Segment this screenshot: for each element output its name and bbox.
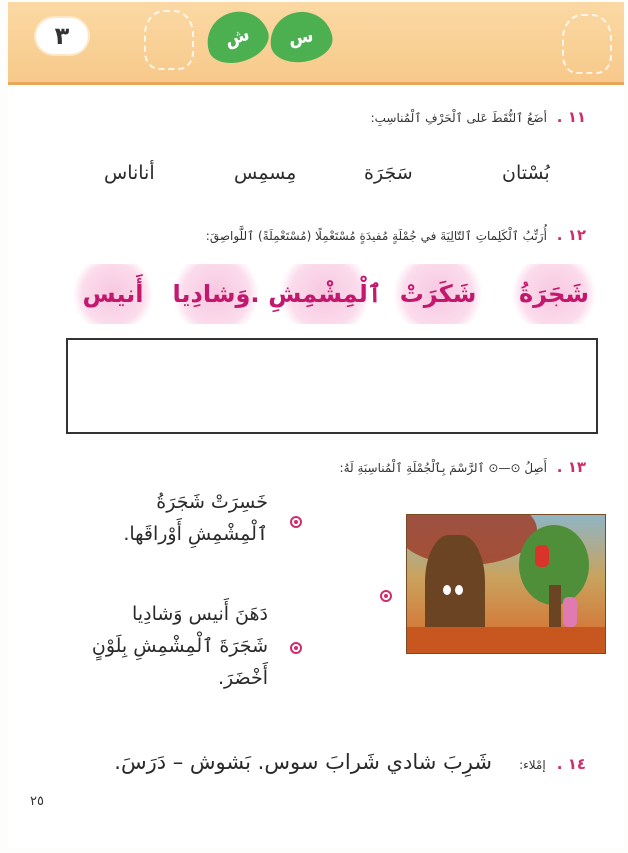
exercise-11-words <box>8 162 624 192</box>
exercise-14: ١٤ . إمْلاء: شَرِبَ شادي شَرابَ سوس. بَشوش – دَرَسَ. <box>114 750 586 774</box>
word-item[interactable]: مِسمِس <box>234 162 297 184</box>
page-number: ٢٥ <box>30 794 44 809</box>
match-dot-sentence-2[interactable] <box>290 642 302 654</box>
word-bubble[interactable]: شَكَرَتْ <box>384 264 492 324</box>
word-item[interactable]: بُسْتان <box>502 162 550 184</box>
workbook-page <box>8 2 624 848</box>
sentence-answer-box[interactable] <box>66 338 598 434</box>
word-item[interactable]: سَجَرَة <box>364 162 413 184</box>
word-bubble[interactable]: ٱلْمِشْمِشِ <box>270 264 380 324</box>
match-dot-sentence-1[interactable] <box>290 516 302 528</box>
exercise-13-title: ١٣ . أَصِلُ ⊙—⊙ ٱلرَّسْمَ بِٱلْجُمْلَةِ ٱلْمُناسِبَةِ لَهُ: <box>339 458 586 476</box>
exercise-12-title: ١٢ . أُرَتِّبُ ٱلْكَلِماتِ ٱلتّالِيَةَ في جُمْلَةٍ مُفيدَةٍ مُسْتَعْمِلًا (مُسْتَعْمِلَةً) ٱللَّواصِقَ: <box>205 226 586 244</box>
child-doodle-icon <box>562 14 612 74</box>
exercise-12-word-bubbles <box>8 264 624 326</box>
apricot-tree-illustration <box>406 514 606 654</box>
dictation-text: شَرِبَ شادي شَرابَ سوس. بَشوش – دَرَسَ. <box>114 750 492 774</box>
match-dot-illustration[interactable] <box>380 590 392 602</box>
word-bubble[interactable]: شَجَرَةُ <box>504 264 604 324</box>
child-figure-icon <box>563 597 577 627</box>
exercise-11-title: ١١ . أضَعُ ٱلنُّقَطَ عَلى ٱلْحَرْفِ ٱلْمُناسِبِ: <box>370 108 586 126</box>
match-sentence-2: دَهَنَ أَنيس وَشادِيا شَجَرَةَ ٱلْمِشْمِشِ بِلَوْنٍ أَخْضَرَ. <box>91 603 268 689</box>
match-sentence-1: خَسِرَتْ شَجَرَةُ ٱلْمِشْمِشِ أَوْراقَها. <box>123 491 268 545</box>
letter-leaf-sin: س <box>267 8 335 66</box>
child-doodle-icon <box>144 10 194 70</box>
child-figure-icon <box>535 545 549 567</box>
word-bubble[interactable]: وَشادِيا. <box>164 264 268 324</box>
page-header <box>8 2 624 85</box>
letter-leaf-shin: ش <box>200 4 274 71</box>
word-bubble[interactable]: أَنيس <box>66 264 160 324</box>
unit-badge: ٣ <box>36 18 88 54</box>
word-item[interactable]: أناناس <box>104 162 155 184</box>
